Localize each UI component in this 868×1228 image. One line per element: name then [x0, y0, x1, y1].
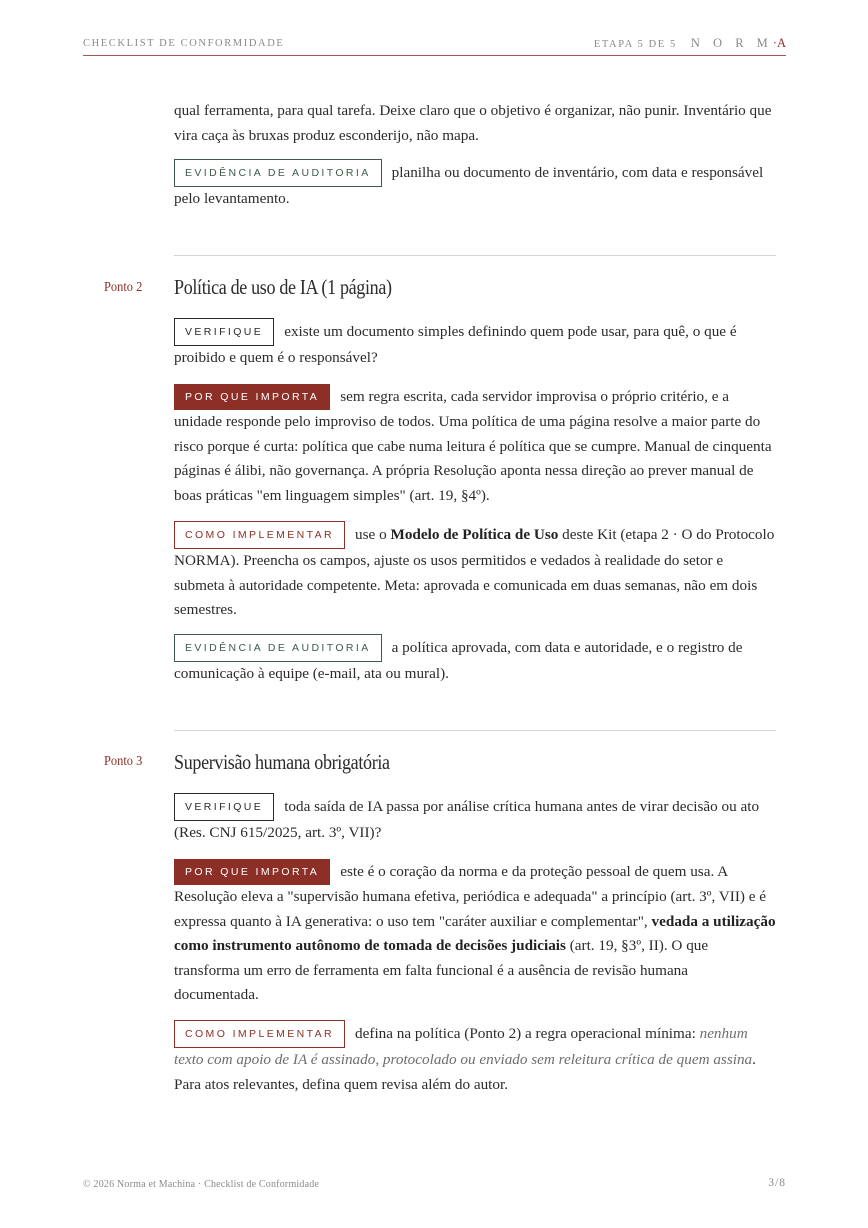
section-title: Supervisão humana obrigatória [174, 750, 390, 774]
point3-how: COMO IMPLEMENTAR defina na política (Ponto 2) a regra operacional mínima: nenhum texto com apoio de IA é assinado, protocolado ou enviado sem releitura crítica de quem assina. Para atos relevantes, defina quem revisa além do autor. [174, 1020, 776, 1097]
point2-why [174, 384, 776, 508]
point3-verify [174, 793, 776, 846]
section-divider [174, 255, 776, 256]
page-number: 3/8 [768, 1177, 786, 1189]
why-tag: POR QUE IMPORTA [174, 859, 330, 885]
footer-copyright: © 2026 Norma et Machina · Checklist de Conformidade [83, 1179, 320, 1190]
key-rule: vedada a utilização como instrumento autônomo de tomada de decisões judiciais [174, 912, 776, 954]
point2-verify [174, 318, 776, 371]
section-title: Política de uso de IA (1 página) [174, 275, 392, 299]
why-text: sem regra escrita, cada servidor improvisa o próprio critério, e a unidade responde pelo improviso de todos. Uma política de uma página resolve a maior parte do risco porque é curta: política que cabe numa leitura é política que se cumpre. Manual de cinquenta páginas é álibi, não governança. A própria Resolução aponta nessa direção ao prever manual de boas práticas "em linguagem simples" (art. 19, §4º). [174, 388, 772, 504]
point3-why: POR QUE IMPORTA este é o coração da norma e da proteção pessoal de quem usa. A Resolução eleva a "supervisão humana efetiva, periódica e adequada" a princípio (art. 3º, VII) e é expressa quanto à IA generativa: o uso tem "caráter auxiliar e complementar", vedada a utilização como instrumento autônomo de tomada de decisões judiciais (art. 19, §3º, II). O que transforma um erro de ferramenta em falta funcional é a ausência de revisão humana documentada. [174, 859, 776, 1008]
intro-evidence [174, 159, 776, 212]
evidence-text: a política aprovada, com data e autoridade, e o registro de comunicação à equipe (e-mail, ata ou mural). [174, 639, 743, 682]
evidence-tag: EVIDÊNCIA DE AUDITORIA [174, 634, 382, 662]
brand-logo: N O R M·A [690, 36, 786, 50]
verify-text: existe um documento simples definindo quem pode usar, para quê, o que é proibido e quem é o responsável? [174, 323, 737, 366]
template-reference: Modelo de Política de Uso [390, 526, 559, 543]
how-tag: COMO IMPLEMENTAR [174, 1020, 345, 1048]
evidence-tag: EVIDÊNCIA DE AUDITORIA [174, 159, 382, 187]
why-tag: POR QUE IMPORTA [174, 384, 330, 410]
verify-text: toda saída de IA passa por análise crítica humana antes de virar decisão ou ato (Res. CNJ 615/2025, art. 3º, VII)? [174, 798, 760, 841]
operational-rule: nenhum texto com apoio de IA é assinado, protocolado ou enviado sem releitura crítica de quem assina [174, 1025, 753, 1068]
point-number: Ponto 2 [104, 279, 143, 294]
intro-paragraph: qual ferramenta, para qual tarefa. Deixe claro que o objetivo é organizar, não punir. Inventário que vira caça às bruxas produz esconderijo, não mapa. [174, 102, 772, 144]
point-number: Ponto 3 [104, 753, 143, 768]
page-header [83, 36, 786, 56]
evidence-text: planilha ou documento de inventário, com data e responsável pelo levantamento. [174, 164, 764, 207]
verify-tag: VERIFIQUE [174, 318, 274, 346]
section-divider [174, 730, 776, 731]
how-tag: COMO IMPLEMENTAR [174, 521, 345, 549]
point2-evidence [174, 634, 776, 687]
document-title: CHECKLIST DE CONFORMIDADE [83, 38, 285, 49]
stage-indicator [594, 36, 786, 51]
stage-label: ETAPA 5 DE 5 [593, 39, 677, 50]
verify-tag: VERIFIQUE [174, 793, 274, 821]
point2-how: COMO IMPLEMENTAR use o Modelo de Política de Uso deste Kit (etapa 2 · O do Protocolo NORMA). Preencha os campos, ajuste os usos permitidos e vedados à realidade do setor e submeta à autoridade competente. Meta: aprovada e comunicada em duas semanas, não em dois semestres. [174, 521, 776, 623]
